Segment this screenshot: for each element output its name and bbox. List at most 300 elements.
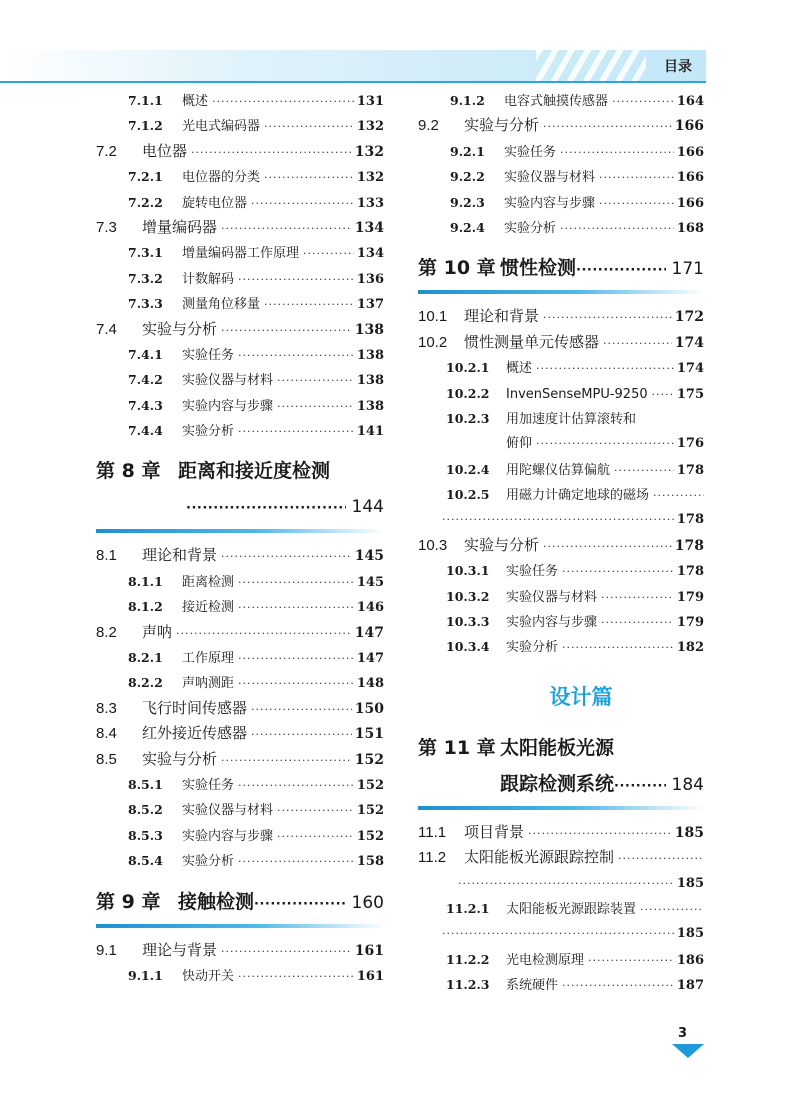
toc-entry[interactable] xyxy=(96,215,384,240)
toc-entry[interactable] xyxy=(96,594,384,619)
entry-title: 实验与分析 xyxy=(464,116,540,135)
entry-number: 11.2 xyxy=(418,849,447,867)
toc-entry[interactable] xyxy=(96,823,384,848)
chapter-underline xyxy=(96,529,384,533)
dot-leader xyxy=(640,897,704,921)
entry-title: 太阳能板光源跟踪控制 xyxy=(464,848,615,867)
entry-title: 光电检测原理 xyxy=(506,952,585,968)
entry-page: 148 xyxy=(356,676,384,692)
entry-title: 理论和背景 xyxy=(142,546,218,565)
toc-entry[interactable] xyxy=(96,393,384,418)
entry-title: 实验仪器与材料 xyxy=(182,373,274,389)
chapter-number: 第 10 章 xyxy=(418,257,496,280)
dot-leader xyxy=(528,821,672,845)
toc-entry[interactable] xyxy=(96,543,384,568)
entry-title: 惯性测量单元传感器 xyxy=(464,332,600,351)
entry-title: 光电式编码器 xyxy=(182,119,261,135)
chapter-underline xyxy=(418,290,704,294)
entry-page: 166 xyxy=(676,170,704,186)
entry-number: 8.2 xyxy=(96,623,117,641)
entry-title: 增量编码器 xyxy=(142,217,218,236)
toc-entry[interactable] xyxy=(96,291,384,316)
entry-title: 电容式触摸传感器 xyxy=(504,94,609,109)
entry-page: 178 xyxy=(676,512,704,528)
entry-number: 9.1.1 xyxy=(128,967,163,983)
toc-entry[interactable] xyxy=(96,620,384,645)
entry-number: 7.3.2 xyxy=(128,270,163,286)
toc-entry[interactable] xyxy=(96,569,384,594)
toc-entry[interactable] xyxy=(96,721,384,746)
toc-entry[interactable] xyxy=(418,482,704,507)
entry-number: 9.2 xyxy=(418,117,439,135)
dot-leader xyxy=(238,849,354,873)
chapter-line xyxy=(96,884,384,920)
entry-number: 7.3.3 xyxy=(128,296,163,312)
entry-page: 134 xyxy=(356,246,384,262)
entry-number: 7.4.1 xyxy=(128,346,163,362)
entry-number: 10.2.3 xyxy=(446,410,490,426)
entry-number: 7.1.1 xyxy=(128,93,163,108)
entry-number: 9.2.1 xyxy=(450,143,485,159)
entry-title: 声呐测距 xyxy=(182,676,235,692)
entry-page: 151 xyxy=(354,726,384,743)
chapter-line xyxy=(96,453,384,489)
entry-page: 172 xyxy=(674,309,704,326)
dot-leader xyxy=(238,671,354,695)
entry-number: 8.1.1 xyxy=(128,573,163,589)
toc-entry[interactable] xyxy=(96,772,384,797)
dot-leader xyxy=(536,356,674,380)
toc-entry[interactable] xyxy=(418,896,704,921)
entry-title: 实验分析 xyxy=(182,854,235,870)
entry-number: 10.2.4 xyxy=(446,461,490,477)
entry-title: 实验分析 xyxy=(506,640,559,656)
toc-entry[interactable] xyxy=(418,634,704,659)
dot-leader xyxy=(442,507,674,532)
entry-title: 实验任务 xyxy=(506,564,559,580)
dot-leader xyxy=(612,89,674,113)
entry-page: 168 xyxy=(676,220,704,236)
toc-entry[interactable] xyxy=(418,972,704,997)
page-header xyxy=(0,50,706,83)
dot-leader xyxy=(603,331,672,355)
dot-leader xyxy=(238,773,354,797)
entry-title: 项目背景 xyxy=(464,822,525,841)
dot-leader xyxy=(221,544,352,568)
entry-number: 8.2.2 xyxy=(128,675,163,691)
entry-page: 185 xyxy=(674,824,704,841)
toc-entry[interactable] xyxy=(96,418,384,443)
dot-leader xyxy=(221,939,352,963)
chapter-page: 171 xyxy=(671,259,704,280)
entry-page: 152 xyxy=(356,803,384,819)
entry-page: 145 xyxy=(354,548,384,565)
entry-page: 166 xyxy=(676,195,704,211)
entry-page: 138 xyxy=(356,347,384,363)
part-title: 设计篇 xyxy=(549,684,613,709)
entry-title: 实验任务 xyxy=(182,347,235,363)
toc-entry[interactable] xyxy=(96,645,384,670)
entry-title: 实验内容与步骤 xyxy=(504,195,596,211)
dot-leader xyxy=(238,595,354,619)
entry-number: 7.3.1 xyxy=(128,245,163,261)
entry-number: 7.2.1 xyxy=(128,169,163,185)
dot-leader xyxy=(303,241,354,265)
chapter-title: 惯性检测 xyxy=(500,257,577,280)
chapter-heading[interactable] xyxy=(418,730,704,810)
entry-page: 166 xyxy=(676,144,704,160)
entry-title: 实验分析 xyxy=(182,424,235,440)
entry-page: 138 xyxy=(354,321,384,338)
toc-entry[interactable] xyxy=(96,696,384,721)
entry-title: 旋转电位器 xyxy=(182,195,248,211)
dot-leader xyxy=(251,697,352,721)
dot-leader xyxy=(238,267,354,291)
entry-number: 11.2.3 xyxy=(446,977,490,993)
dot-leader xyxy=(186,491,346,527)
entry-page: 136 xyxy=(356,271,384,287)
entry-number: 11.1 xyxy=(418,823,447,841)
chapter-underline xyxy=(96,924,384,928)
toc-entry[interactable] xyxy=(96,797,384,822)
entry-page: 161 xyxy=(356,968,384,984)
entry-number: 10.2.1 xyxy=(446,360,490,376)
entry-number: 7.4.3 xyxy=(128,397,163,413)
entry-number: 8.4 xyxy=(96,725,117,743)
entry-number: 7.2.2 xyxy=(128,194,163,210)
entry-number: 7.4.4 xyxy=(128,423,163,439)
entry-page: 133 xyxy=(356,195,384,211)
toc-entry[interactable] xyxy=(418,947,704,972)
dot-leader xyxy=(238,419,354,443)
entry-title: 概述 xyxy=(182,94,209,109)
toc-entry[interactable] xyxy=(96,342,384,367)
toc-entry[interactable] xyxy=(418,845,704,870)
entry-page: 161 xyxy=(354,942,384,959)
dot-leader xyxy=(560,216,674,240)
dot-leader xyxy=(238,646,354,670)
dot-leader xyxy=(251,722,352,746)
toc-entry[interactable] xyxy=(96,266,384,291)
chapter-number: 第 9 章 xyxy=(96,890,161,913)
entry-title: 电位器 xyxy=(142,141,188,160)
entry-number: 7.4 xyxy=(96,320,117,338)
entry-number: 7.3 xyxy=(96,218,117,236)
entry-title: 系统硬件 xyxy=(506,978,559,994)
entry-page: 134 xyxy=(354,219,384,236)
toc-entry-continuation xyxy=(418,431,704,456)
entry-number: 10.3.3 xyxy=(446,614,490,630)
chapter-number: 第 8 章 xyxy=(96,460,161,483)
entry-title-continued: 俯仰 xyxy=(506,436,533,452)
dot-leader xyxy=(442,921,674,946)
dot-leader xyxy=(562,559,674,583)
chapter-page: 144 xyxy=(351,497,384,518)
dot-leader xyxy=(543,534,672,558)
dot-leader xyxy=(251,191,354,215)
dot-leader xyxy=(562,635,674,659)
entry-page: 178 xyxy=(676,462,704,478)
entry-title: 实验仪器与材料 xyxy=(506,589,598,605)
entry-page: 187 xyxy=(676,978,704,994)
toc-entry[interactable] xyxy=(418,533,704,558)
entry-page: 152 xyxy=(354,751,384,768)
entry-number: 9.2.2 xyxy=(450,169,485,185)
toc-entry[interactable] xyxy=(96,317,384,342)
dot-leader xyxy=(543,114,672,138)
entry-page: 147 xyxy=(356,651,384,667)
entry-title: 声呐 xyxy=(142,622,173,641)
entry-number: 8.2.1 xyxy=(128,650,163,666)
toc-entry[interactable] xyxy=(96,747,384,772)
entry-number: 8.1 xyxy=(96,547,117,565)
toc-entry[interactable] xyxy=(96,190,384,215)
entry-number: 10.1 xyxy=(418,308,448,326)
entry-title: 电位器的分类 xyxy=(182,170,261,186)
entry-number: 9.1.2 xyxy=(450,93,485,108)
toc-entry[interactable] xyxy=(418,139,704,164)
entry-title: 测量角位移量 xyxy=(182,297,261,313)
dot-leader xyxy=(543,305,672,329)
entry-title: 实验内容与步骤 xyxy=(506,615,598,631)
dot-leader xyxy=(614,458,674,482)
dot-leader xyxy=(238,343,354,367)
entry-title: 实验仪器与材料 xyxy=(182,803,274,819)
toc-entry[interactable] xyxy=(418,558,704,583)
header-title: 目录 xyxy=(664,59,692,75)
entry-number: 11.2.2 xyxy=(446,951,490,967)
toc-entry[interactable] xyxy=(96,848,384,873)
entry-number: 7.1.2 xyxy=(128,118,163,134)
entry-page: 132 xyxy=(354,143,384,160)
chapter-title-continued: 跟踪检测系统 xyxy=(500,772,615,795)
entry-page: 182 xyxy=(676,640,704,656)
dot-leader xyxy=(264,292,354,316)
toc-entry[interactable] xyxy=(418,113,704,138)
dot-leader xyxy=(221,216,352,240)
chapter-heading[interactable] xyxy=(96,453,384,533)
entry-page: 138 xyxy=(356,398,384,414)
entry-page: 175 xyxy=(676,386,704,402)
toc-entry[interactable] xyxy=(418,820,704,845)
toc-entry[interactable] xyxy=(418,330,704,355)
dot-leader xyxy=(212,89,354,113)
toc-entry[interactable] xyxy=(96,367,384,392)
entry-page: 179 xyxy=(676,615,704,631)
toc-entry[interactable] xyxy=(96,113,384,138)
chapter-line-2 xyxy=(96,489,384,525)
dot-leader xyxy=(601,585,674,609)
entry-page: 145 xyxy=(356,574,384,590)
entry-page: 146 xyxy=(356,600,384,616)
dot-leader xyxy=(277,368,354,392)
entry-title: 实验任务 xyxy=(504,144,557,160)
entry-title: InvenSenseMPU-9250 xyxy=(506,386,648,402)
chapter-title: 接触检测 xyxy=(178,890,255,913)
toc-entry[interactable] xyxy=(418,609,704,634)
entry-page: 132 xyxy=(356,119,384,135)
chapter-line xyxy=(418,730,704,766)
entry-page: 152 xyxy=(356,777,384,793)
dot-leader xyxy=(277,824,354,848)
entry-title: 太阳能板光源跟踪装置 xyxy=(506,901,637,917)
page-number: 3 xyxy=(678,1026,688,1041)
entry-page: 178 xyxy=(676,564,704,580)
toc-left-column xyxy=(96,88,384,988)
entry-number: 9.1 xyxy=(96,941,117,959)
toc-entry[interactable] xyxy=(96,139,384,164)
toc-entry[interactable] xyxy=(418,355,704,380)
header-stripes xyxy=(536,50,646,81)
entry-number: 8.5.2 xyxy=(128,802,163,818)
chapter-number: 第 11 章 xyxy=(418,736,496,759)
entry-title: 实验内容与步骤 xyxy=(182,398,274,414)
dot-leader xyxy=(191,140,352,164)
entry-number: 8.1.2 xyxy=(128,599,163,615)
dot-leader xyxy=(562,973,674,997)
entry-title: 理论和背景 xyxy=(464,307,540,326)
dot-leader xyxy=(599,191,674,215)
dot-leader xyxy=(277,394,354,418)
entry-number: 8.5.1 xyxy=(128,776,163,792)
dot-leader xyxy=(614,769,666,805)
dot-leader xyxy=(536,431,674,456)
toc-entry[interactable] xyxy=(418,406,704,431)
toc-entry[interactable] xyxy=(418,215,704,240)
entry-number: 10.3.2 xyxy=(446,588,490,604)
dot-leader xyxy=(221,318,352,342)
entry-title: 用磁力计确定地球的磁场 xyxy=(506,488,650,504)
entry-title: 红外接近传感器 xyxy=(142,724,248,743)
entry-title: 计数解码 xyxy=(182,271,235,287)
dot-leader xyxy=(264,165,354,189)
entry-page: 152 xyxy=(356,828,384,844)
dot-leader xyxy=(588,948,674,972)
toc-entry-continuation xyxy=(418,507,704,532)
dot-leader xyxy=(652,382,674,406)
entry-page: 150 xyxy=(354,700,384,717)
toc-entry[interactable] xyxy=(418,190,704,215)
entry-title: 工作原理 xyxy=(182,651,235,667)
entry-page: 174 xyxy=(676,361,704,377)
chapter-line-2 xyxy=(418,766,704,802)
toc-entry[interactable] xyxy=(418,381,704,406)
entry-title: 接近检测 xyxy=(182,600,235,616)
entry-number: 7.2 xyxy=(96,142,117,160)
entry-title: 距离检测 xyxy=(182,574,235,590)
toc-entry[interactable] xyxy=(418,584,704,609)
toc-entry[interactable] xyxy=(96,963,384,988)
entry-number: 8.5 xyxy=(96,750,117,768)
entry-number: 11.2.1 xyxy=(446,900,490,916)
entry-page: 131 xyxy=(356,94,384,109)
entry-number: 8.5.3 xyxy=(128,827,163,843)
entry-title: 实验分析 xyxy=(504,220,557,236)
entry-number: 8.5.4 xyxy=(128,853,163,869)
dot-leader xyxy=(458,871,674,896)
entry-title: 增量编码器工作原理 xyxy=(182,246,300,262)
entry-number: 10.2.5 xyxy=(446,487,490,503)
chapter-page: 184 xyxy=(671,774,704,795)
entry-page: 185 xyxy=(676,875,704,891)
dot-leader xyxy=(653,483,704,507)
toc-entry[interactable] xyxy=(96,164,384,189)
chapter-heading[interactable] xyxy=(418,250,704,294)
dot-leader xyxy=(221,748,352,772)
entry-page: 132 xyxy=(356,170,384,186)
toc-entry[interactable] xyxy=(418,164,704,189)
entry-page: 158 xyxy=(356,854,384,870)
entry-page: 185 xyxy=(676,926,704,942)
toc-right-column xyxy=(418,88,704,998)
dot-leader xyxy=(254,887,346,923)
dot-leader xyxy=(599,165,674,189)
entry-number: 10.3 xyxy=(418,536,448,554)
entry-title: 实验任务 xyxy=(182,777,235,793)
entry-title: 用加速度计估算滚转和 xyxy=(506,411,637,427)
entry-page: 138 xyxy=(356,373,384,389)
dot-leader xyxy=(238,964,354,988)
chapter-line xyxy=(418,250,704,286)
toc-entry[interactable] xyxy=(96,88,384,113)
chapter-heading[interactable] xyxy=(96,884,384,928)
entry-number: 10.2 xyxy=(418,333,448,351)
entry-page: 176 xyxy=(676,436,704,452)
entry-page: 179 xyxy=(676,589,704,605)
toc-entry[interactable] xyxy=(418,304,704,329)
toc-entry[interactable] xyxy=(418,88,704,113)
dot-leader xyxy=(576,253,666,289)
toc-entry[interactable] xyxy=(96,670,384,695)
entry-title: 飞行时间传感器 xyxy=(142,698,248,717)
entry-number: 9.2.4 xyxy=(450,219,485,235)
toc-entry[interactable] xyxy=(96,240,384,265)
entry-title: 概述 xyxy=(506,361,533,377)
entry-number: 8.3 xyxy=(96,699,117,717)
toc-entry[interactable] xyxy=(96,938,384,963)
dot-leader xyxy=(618,846,704,870)
dot-leader xyxy=(176,621,352,645)
entry-page: 141 xyxy=(356,424,384,440)
dot-leader xyxy=(560,140,674,164)
entry-page: 178 xyxy=(674,537,704,554)
entry-page: 174 xyxy=(674,334,704,351)
entry-title: 快动开关 xyxy=(182,968,235,984)
toc-entry-continuation xyxy=(418,921,704,946)
entry-page: 186 xyxy=(676,952,704,968)
entry-number: 10.2.2 xyxy=(446,385,490,401)
dot-leader xyxy=(601,610,674,634)
toc-entry-continuation xyxy=(418,871,704,896)
entry-page: 137 xyxy=(356,297,384,313)
entry-number: 9.2.3 xyxy=(450,194,485,210)
entry-title: 实验仪器与材料 xyxy=(504,170,596,186)
entry-title: 实验与分析 xyxy=(142,319,218,338)
entry-title: 用陀螺仪估算偏航 xyxy=(506,462,611,478)
entry-number: 10.3.4 xyxy=(446,639,490,655)
dot-leader xyxy=(277,798,354,822)
chapter-title: 太阳能板光源 xyxy=(500,736,615,759)
entry-page: 166 xyxy=(674,118,704,135)
entry-number: 7.4.2 xyxy=(128,372,163,388)
chapter-underline xyxy=(418,806,704,810)
toc-entry[interactable] xyxy=(418,457,704,482)
entry-title: 理论与背景 xyxy=(142,940,218,959)
dot-leader xyxy=(264,114,354,138)
chapter-title: 距离和接近度检测 xyxy=(178,460,331,483)
chapter-page: 160 xyxy=(351,892,384,913)
dot-leader xyxy=(238,570,354,594)
